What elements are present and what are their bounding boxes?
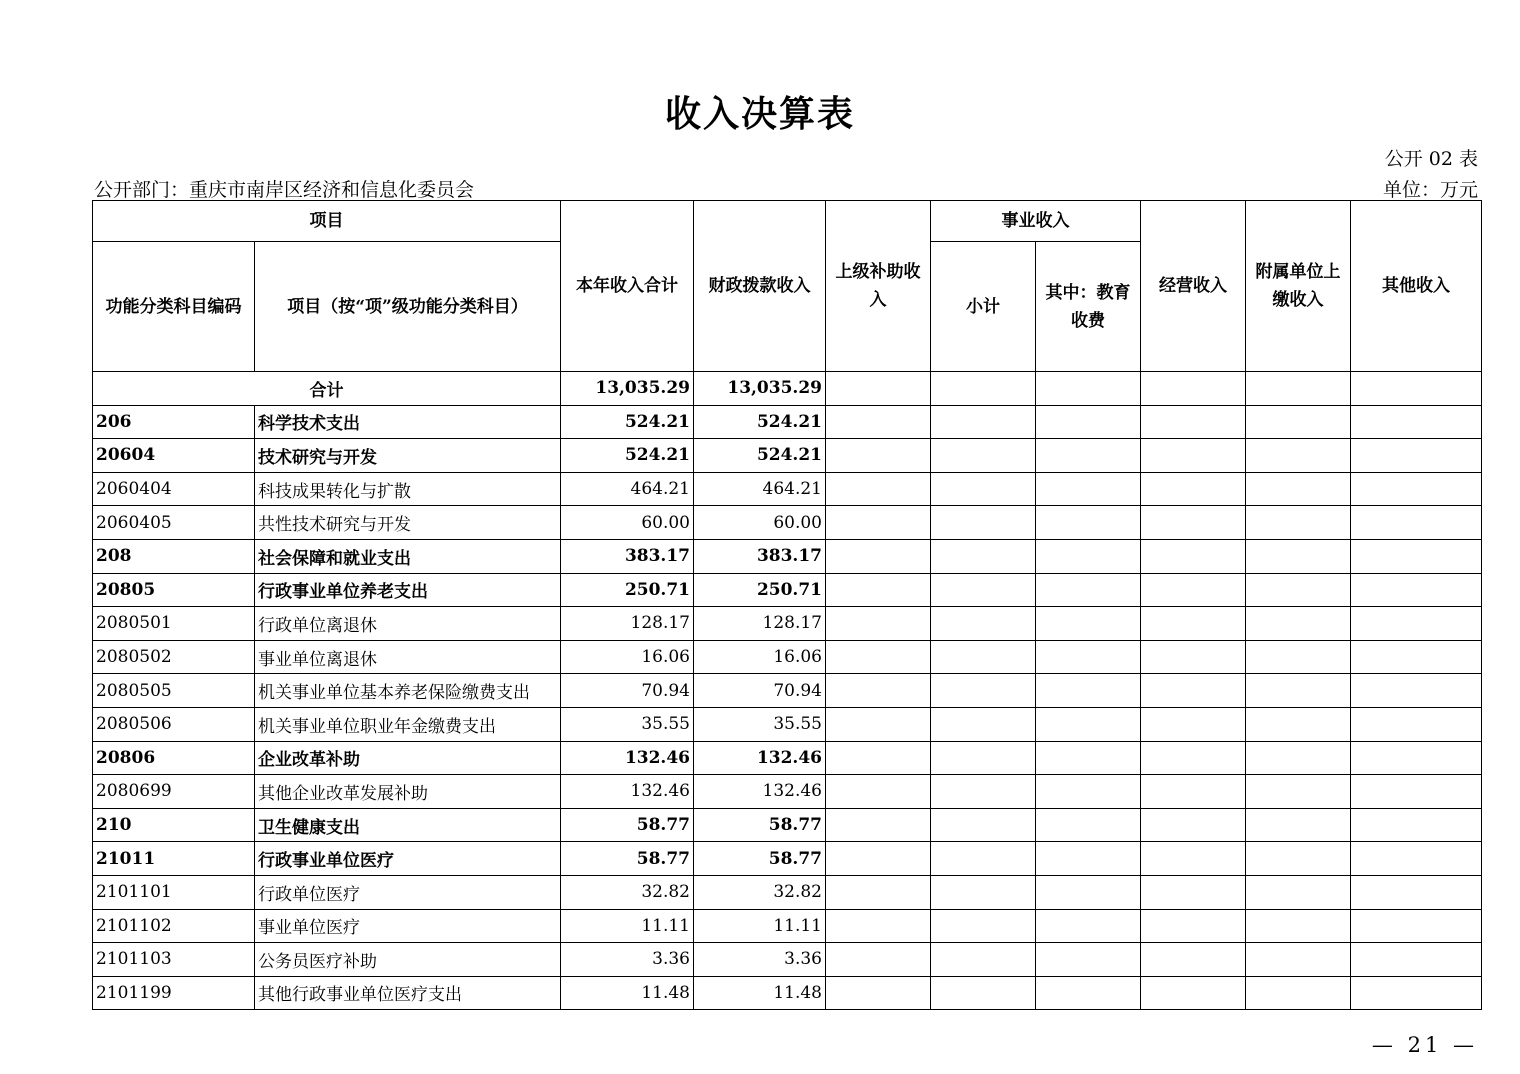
empty-cell — [931, 506, 1036, 540]
empty-cell — [1351, 842, 1482, 876]
row-name: 机关事业单位基本养老保险缴费支出 — [255, 674, 561, 708]
row-code: 2101101 — [93, 875, 255, 909]
empty-cell — [1036, 439, 1141, 473]
row-code: 2080502 — [93, 640, 255, 674]
empty-cell — [826, 909, 931, 943]
total-label: 合计 — [93, 372, 561, 406]
row-code: 21011 — [93, 842, 255, 876]
row-total-income: 132.46 — [561, 775, 694, 809]
empty-cell — [1036, 808, 1141, 842]
empty-cell — [1141, 875, 1246, 909]
row-code: 2060404 — [93, 472, 255, 506]
row-total-income: 524.21 — [561, 439, 694, 473]
empty-cell — [931, 976, 1036, 1010]
row-name: 共性技术研究与开发 — [255, 506, 561, 540]
empty-cell — [931, 943, 1036, 977]
empty-cell — [1141, 775, 1246, 809]
empty-cell — [1141, 372, 1246, 406]
income-table — [92, 200, 1482, 1010]
row-fiscal: 524.21 — [694, 439, 826, 473]
empty-cell — [1246, 640, 1351, 674]
empty-cell — [1246, 439, 1351, 473]
empty-cell — [826, 472, 931, 506]
empty-cell — [931, 539, 1036, 573]
header-other: 其他收入 — [1351, 201, 1482, 372]
table-row — [93, 506, 1482, 540]
empty-cell — [931, 842, 1036, 876]
empty-cell — [931, 573, 1036, 607]
empty-cell — [1351, 707, 1482, 741]
empty-cell — [826, 640, 931, 674]
row-name: 事业单位离退休 — [255, 640, 561, 674]
empty-cell — [1141, 539, 1246, 573]
empty-cell — [1036, 842, 1141, 876]
empty-cell — [1246, 674, 1351, 708]
row-fiscal: 11.48 — [694, 976, 826, 1010]
empty-cell — [931, 439, 1036, 473]
row-fiscal: 132.46 — [694, 775, 826, 809]
row-code: 208 — [93, 539, 255, 573]
unit-label: 单位：万元 — [1382, 179, 1478, 201]
empty-cell — [1141, 439, 1246, 473]
empty-cell — [931, 640, 1036, 674]
empty-cell — [1141, 976, 1246, 1010]
empty-cell — [1246, 539, 1351, 573]
row-fiscal: 383.17 — [694, 539, 826, 573]
page-title: 收入决算表 — [664, 93, 855, 135]
row-fiscal: 128.17 — [694, 607, 826, 641]
row-code: 2101199 — [93, 976, 255, 1010]
empty-cell — [826, 842, 931, 876]
row-code: 2101103 — [93, 943, 255, 977]
empty-cell — [826, 875, 931, 909]
row-total-income: 70.94 — [561, 674, 694, 708]
empty-cell — [931, 707, 1036, 741]
empty-cell — [1351, 573, 1482, 607]
empty-cell — [1351, 976, 1482, 1010]
empty-cell — [931, 808, 1036, 842]
row-code: 20604 — [93, 439, 255, 473]
header-business: 事业收入 — [931, 201, 1141, 242]
row-fiscal: 11.11 — [694, 909, 826, 943]
empty-cell — [1246, 573, 1351, 607]
header-total-income: 本年收入合计 — [561, 201, 694, 372]
row-code: 20805 — [93, 573, 255, 607]
empty-cell — [1036, 607, 1141, 641]
row-fiscal: 32.82 — [694, 875, 826, 909]
row-fiscal: 3.36 — [694, 943, 826, 977]
row-total-income: 11.48 — [561, 976, 694, 1010]
empty-cell — [1036, 775, 1141, 809]
empty-cell — [1351, 943, 1482, 977]
row-name: 其他行政事业单位医疗支出 — [255, 976, 561, 1010]
row-total-income: 250.71 — [561, 573, 694, 607]
empty-cell — [1246, 405, 1351, 439]
row-name: 其他企业改革发展补助 — [255, 775, 561, 809]
row-total-income: 464.21 — [561, 472, 694, 506]
row-fiscal: 250.71 — [694, 573, 826, 607]
empty-cell — [1246, 808, 1351, 842]
row-fiscal: 70.94 — [694, 674, 826, 708]
row-total-income: 3.36 — [561, 943, 694, 977]
total-row — [93, 372, 1482, 406]
total-income-value: 13,035.29 — [561, 372, 694, 406]
empty-cell — [1351, 640, 1482, 674]
empty-cell — [1141, 741, 1246, 775]
empty-cell — [1351, 372, 1482, 406]
empty-cell — [1036, 875, 1141, 909]
empty-cell — [1036, 741, 1141, 775]
row-total-income: 32.82 — [561, 875, 694, 909]
empty-cell — [931, 372, 1036, 406]
row-name: 行政事业单位养老支出 — [255, 573, 561, 607]
row-fiscal: 464.21 — [694, 472, 826, 506]
table-row — [93, 842, 1482, 876]
row-name: 社会保障和就业支出 — [255, 539, 561, 573]
empty-cell — [1036, 573, 1141, 607]
empty-cell — [1351, 808, 1482, 842]
empty-cell — [826, 539, 931, 573]
table-row — [93, 640, 1482, 674]
empty-cell — [1141, 472, 1246, 506]
row-fiscal: 58.77 — [694, 808, 826, 842]
table-row — [93, 943, 1482, 977]
table-row — [93, 707, 1482, 741]
header-subtotal: 小计 — [931, 242, 1036, 372]
row-total-income: 132.46 — [561, 741, 694, 775]
header-affiliated: 附属单位上缴收入 — [1246, 201, 1351, 372]
empty-cell — [1246, 775, 1351, 809]
header-code: 功能分类科目编码 — [93, 242, 255, 372]
empty-cell — [826, 607, 931, 641]
row-name: 行政事业单位医疗 — [255, 842, 561, 876]
row-code: 2080506 — [93, 707, 255, 741]
empty-cell — [1141, 842, 1246, 876]
empty-cell — [826, 674, 931, 708]
row-code: 2101102 — [93, 909, 255, 943]
table-row — [93, 674, 1482, 708]
empty-cell — [931, 607, 1036, 641]
empty-cell — [1036, 472, 1141, 506]
row-fiscal: 132.46 — [694, 741, 826, 775]
empty-cell — [1036, 372, 1141, 406]
empty-cell — [931, 674, 1036, 708]
row-fiscal: 60.00 — [694, 506, 826, 540]
row-name: 公务员医疗补助 — [255, 943, 561, 977]
empty-cell — [1246, 372, 1351, 406]
empty-cell — [826, 943, 931, 977]
row-fiscal: 58.77 — [694, 842, 826, 876]
empty-cell — [826, 707, 931, 741]
row-total-income: 35.55 — [561, 707, 694, 741]
row-code: 2080505 — [93, 674, 255, 708]
empty-cell — [1141, 808, 1246, 842]
table-row — [93, 775, 1482, 809]
row-name: 行政单位医疗 — [255, 875, 561, 909]
total-fiscal-value: 13,035.29 — [694, 372, 826, 406]
row-code: 2060405 — [93, 506, 255, 540]
form-number: 公开 02 表 — [1384, 148, 1478, 170]
row-code: 210 — [93, 808, 255, 842]
department-label: 公开部门：重庆市南岸区经济和信息化委员会 — [94, 179, 475, 201]
empty-cell — [1141, 943, 1246, 977]
table-row — [93, 808, 1482, 842]
empty-cell — [931, 405, 1036, 439]
empty-cell — [1246, 842, 1351, 876]
empty-cell — [826, 976, 931, 1010]
empty-cell — [1036, 539, 1141, 573]
row-fiscal: 524.21 — [694, 405, 826, 439]
empty-cell — [1141, 909, 1246, 943]
empty-cell — [931, 875, 1036, 909]
empty-cell — [1351, 539, 1482, 573]
row-name: 事业单位医疗 — [255, 909, 561, 943]
empty-cell — [931, 909, 1036, 943]
row-total-income: 383.17 — [561, 539, 694, 573]
empty-cell — [1141, 405, 1246, 439]
empty-cell — [1351, 674, 1482, 708]
empty-cell — [1036, 405, 1141, 439]
empty-cell — [1351, 439, 1482, 473]
empty-cell — [931, 741, 1036, 775]
empty-cell — [1246, 976, 1351, 1010]
row-name: 科学技术支出 — [255, 405, 561, 439]
empty-cell — [1351, 875, 1482, 909]
empty-cell — [1351, 741, 1482, 775]
empty-cell — [1036, 640, 1141, 674]
table-body — [93, 372, 1482, 1010]
empty-cell — [1036, 707, 1141, 741]
empty-cell — [1351, 775, 1482, 809]
header-superior: 上级补助收入 — [826, 201, 931, 372]
row-total-income: 128.17 — [561, 607, 694, 641]
empty-cell — [1141, 506, 1246, 540]
row-fiscal: 35.55 — [694, 707, 826, 741]
table-row — [93, 741, 1482, 775]
empty-cell — [1141, 607, 1246, 641]
table-row — [93, 573, 1482, 607]
empty-cell — [1141, 707, 1246, 741]
empty-cell — [1246, 741, 1351, 775]
row-code: 2080501 — [93, 607, 255, 641]
header-project: 项目 — [93, 201, 561, 242]
empty-cell — [1351, 909, 1482, 943]
row-code: 206 — [93, 405, 255, 439]
empty-cell — [826, 775, 931, 809]
empty-cell — [1141, 640, 1246, 674]
header-operating: 经营收入 — [1141, 201, 1246, 372]
empty-cell — [1246, 506, 1351, 540]
row-total-income: 58.77 — [561, 842, 694, 876]
empty-cell — [1036, 976, 1141, 1010]
empty-cell — [1036, 506, 1141, 540]
empty-cell — [826, 573, 931, 607]
row-code: 20806 — [93, 741, 255, 775]
table-row — [93, 539, 1482, 573]
row-name: 企业改革补助 — [255, 741, 561, 775]
table-row — [93, 607, 1482, 641]
empty-cell — [826, 741, 931, 775]
row-name: 卫生健康支出 — [255, 808, 561, 842]
empty-cell — [1246, 909, 1351, 943]
empty-cell — [1246, 607, 1351, 641]
row-code: 2080699 — [93, 775, 255, 809]
empty-cell — [1246, 707, 1351, 741]
row-total-income: 60.00 — [561, 506, 694, 540]
empty-cell — [826, 506, 931, 540]
row-total-income: 16.06 — [561, 640, 694, 674]
page-number: — 21 — — [1371, 1033, 1478, 1057]
row-name: 行政单位离退休 — [255, 607, 561, 641]
empty-cell — [1036, 674, 1141, 708]
empty-cell — [826, 439, 931, 473]
table-row — [93, 909, 1482, 943]
row-name: 科技成果转化与扩散 — [255, 472, 561, 506]
empty-cell — [826, 372, 931, 406]
header-name: 项目（按“项”级功能分类科目） — [255, 242, 561, 372]
empty-cell — [1351, 472, 1482, 506]
table-row — [93, 976, 1482, 1010]
empty-cell — [1351, 607, 1482, 641]
empty-cell — [931, 775, 1036, 809]
empty-cell — [1246, 472, 1351, 506]
empty-cell — [826, 405, 931, 439]
header-education: 其中：教育收费 — [1036, 242, 1141, 372]
table-row — [93, 875, 1482, 909]
table-row — [93, 405, 1482, 439]
table-row — [93, 472, 1482, 506]
row-total-income: 58.77 — [561, 808, 694, 842]
empty-cell — [826, 808, 931, 842]
table-row — [93, 439, 1482, 473]
empty-cell — [1036, 909, 1141, 943]
empty-cell — [1036, 943, 1141, 977]
empty-cell — [1246, 875, 1351, 909]
row-total-income: 11.11 — [561, 909, 694, 943]
empty-cell — [931, 472, 1036, 506]
empty-cell — [1351, 506, 1482, 540]
header-fiscal: 财政拨款收入 — [694, 201, 826, 372]
empty-cell — [1351, 405, 1482, 439]
empty-cell — [1141, 674, 1246, 708]
row-name: 技术研究与开发 — [255, 439, 561, 473]
row-name: 机关事业单位职业年金缴费支出 — [255, 707, 561, 741]
row-total-income: 524.21 — [561, 405, 694, 439]
empty-cell — [1246, 943, 1351, 977]
row-fiscal: 16.06 — [694, 640, 826, 674]
empty-cell — [1141, 573, 1246, 607]
